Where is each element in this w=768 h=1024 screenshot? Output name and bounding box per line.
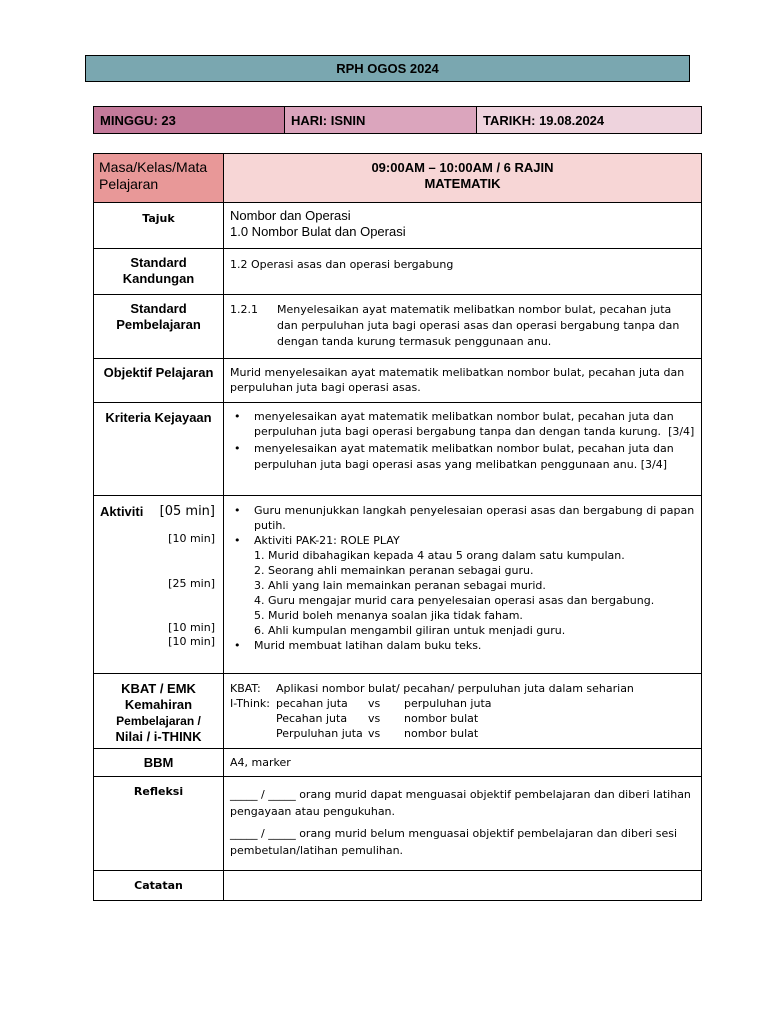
step-item: 1. Murid dibahagikan kepada 4 atau 5 orang dalam satu kumpulan.	[254, 549, 625, 562]
time-column	[94, 496, 223, 668]
standard-pembelajaran-value	[224, 295, 702, 359]
step-item: 5. Murid boleh menanya soalan jika tidak faham.	[254, 609, 523, 622]
standard-kandungan-row	[94, 249, 702, 295]
kriteria-label: Kriteria Kejayaan	[94, 403, 224, 496]
aktiviti-row	[94, 496, 702, 674]
think-rows	[276, 696, 695, 741]
bbm-value: A4, marker	[224, 749, 702, 777]
step-item: 2. Seorang ahli memainkan peranan sebagai guru.	[254, 564, 534, 577]
lesson-plan-table	[93, 153, 702, 901]
step-item: 3. Ahli yang lain memainkan peranan sebagai murid.	[254, 579, 546, 592]
time-slot: [10 min]	[168, 635, 215, 648]
objektif-value: Murid menyelesaikan ayat matematik melibatkan nombor bulat, pecahan juta dan perpuluhan juta bagi operasi asas.	[224, 359, 702, 403]
kriteria-item: • menyelesaikan ayat matematik melibatkan nombor bulat, pecahan juta dan perpuluhan juta bagi operasi asas yang melibatkan penggunaan anu. [3/4]	[230, 441, 695, 473]
kriteria-row	[94, 403, 702, 496]
tarikh-field: TARIKH: 19.08.2024	[477, 107, 701, 133]
tajuk-label: Tajuk	[94, 203, 224, 249]
time-class: 09:00AM – 10:00AM / 6 RAJIN	[371, 160, 554, 175]
aktiviti-bullet: • Murid membuat latihan dalam buku teks.	[230, 638, 695, 653]
time-slot: [05 min]	[159, 504, 215, 519]
time-slot: [10 min]	[168, 621, 215, 634]
think-key: I-Think:	[230, 697, 270, 710]
kriteria-value	[224, 403, 702, 496]
kriteria-item: • menyelesaikan ayat matematik melibatkan nombor bulat, pecahan juta dan perpuluhan juta bagi operasi bergabung tanpa dan dengan tanda kurung. [3/4]	[230, 409, 695, 439]
tajuk-line1: Nombor dan Operasi	[230, 208, 351, 223]
catatan-label: Catatan	[94, 871, 224, 901]
bbm-row	[94, 749, 702, 777]
header-row	[94, 154, 702, 203]
objektif-label: Objektif Pelajaran	[94, 359, 224, 403]
sp-text: Menyelesaikan ayat matematik melibatkan nombor bulat, pecahan juta dan perpuluhan juta bagi operasi asas dan operasi bergabung tanpa dan dengan tanda kurung termasuk penggunaan anu.	[277, 303, 680, 348]
refleksi-line: _____ / _____ orang murid belum menguasai objektif pembelajaran dan diberi sesi pembetulan/latihan pemulihan.	[230, 827, 678, 857]
objektif-row	[94, 359, 702, 403]
kbat-label: KBAT / EMK Kemahiran Pembelajaran / Nilai / i-THINK	[94, 674, 224, 749]
sp-code: 1.2.1	[230, 303, 258, 316]
time-slot: [25 min]	[168, 577, 215, 590]
kbat-text: Aplikasi nombor bulat/ pecahan/ perpuluhan juta dalam seharian	[276, 682, 634, 695]
refleksi-label: Refleksi	[94, 777, 224, 871]
aktiviti-steps	[230, 548, 695, 638]
aktiviti-value	[224, 496, 702, 674]
standard-kandungan-value: 1.2 Operasi asas dan operasi bergabung	[224, 249, 702, 295]
tajuk-value	[224, 203, 702, 249]
header-value	[224, 154, 702, 203]
kbat-row	[94, 674, 702, 749]
step-item: 4. Guru mengajar murid cara penyelesaian operasi asas dan bergabung.	[254, 594, 655, 607]
standard-pembelajaran-label: Standard Pembelajaran	[94, 295, 224, 359]
refleksi-row	[94, 777, 702, 871]
minggu-field: MINGGU: 23	[94, 107, 285, 133]
refleksi-value	[224, 777, 702, 871]
tajuk-line2: 1.0 Nombor Bulat dan Operasi	[230, 224, 406, 239]
header-label: Masa/Kelas/Mata Pelajaran	[94, 154, 224, 203]
think-row: pecahan juta vs perpuluhan juta	[276, 697, 492, 710]
step-item: 6. Ahli kumpulan mengambil giliran untuk menjadi guru.	[254, 624, 566, 637]
aktiviti-bullet: • Guru menunjukkan langkah penyelesaian operasi asas dan bergabung di papan putih.	[230, 503, 695, 533]
think-row: Pecahan juta vs nombor bulat	[276, 712, 479, 725]
page-title: RPH OGOS 2024	[85, 55, 690, 82]
kbat-value	[224, 674, 702, 749]
time-slot: [10 min]	[168, 532, 215, 545]
info-row	[93, 106, 702, 134]
tajuk-row	[94, 203, 702, 249]
refleksi-line: _____ / _____ orang murid dapat menguasai objektif pembelajaran dan diberi latihan pengayaan atau pengukuhan.	[230, 788, 691, 818]
subject: MATEMATIK	[424, 176, 501, 191]
standard-pembelajaran-row	[94, 295, 702, 359]
catatan-value	[224, 871, 702, 901]
aktiviti-label-cell	[94, 496, 224, 674]
aktiviti-label: Aktiviti	[100, 504, 144, 519]
think-row: Perpuluhan juta vs nombor bulat	[276, 727, 479, 740]
bbm-label: BBM	[94, 749, 224, 777]
aktiviti-bullet: • Aktiviti PAK-21: ROLE PLAY	[230, 533, 695, 548]
hari-field: HARI: ISNIN	[285, 107, 477, 133]
standard-kandungan-label: Standard Kandungan	[94, 249, 224, 295]
kbat-key: KBAT:	[230, 682, 261, 695]
catatan-row	[94, 871, 702, 901]
